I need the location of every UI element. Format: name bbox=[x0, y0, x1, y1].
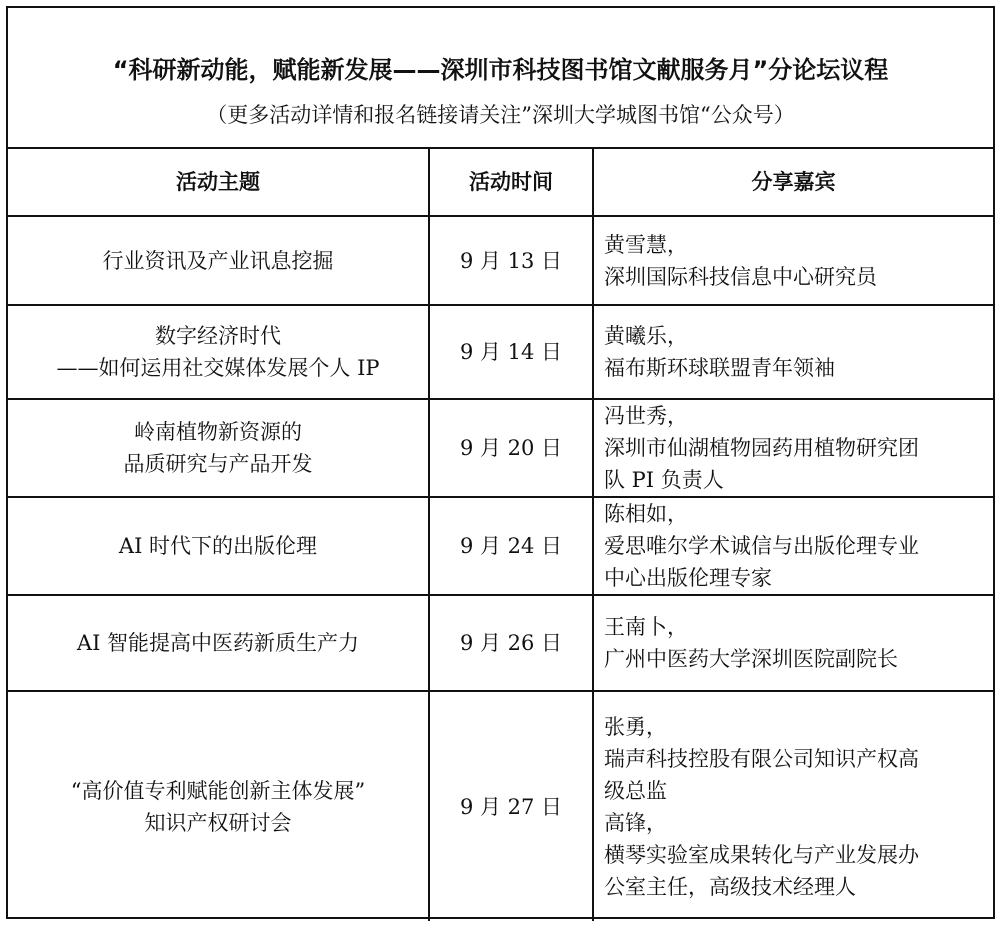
document-title: “科研新动能，赋能新发展——深圳市科技图书馆文献服务月”分论坛议程 bbox=[112, 56, 889, 84]
date-cell: 9 月 20 日 bbox=[429, 399, 593, 497]
document-subtitle: （更多活动详情和报名链接请关注”深圳大学城图书馆“公众号） bbox=[206, 103, 795, 127]
topic-cell-line: 岭南植物新资源的 bbox=[134, 420, 302, 444]
agenda-document bbox=[6, 6, 995, 919]
guest-cell bbox=[593, 305, 993, 399]
table-row bbox=[8, 595, 993, 691]
table-row bbox=[8, 216, 993, 305]
topic-cell bbox=[8, 497, 429, 595]
guest-cell-line: 张勇， bbox=[604, 714, 667, 739]
guest-cell-line: 中心出版伦理专家 bbox=[604, 566, 772, 590]
guest-cell-line: 王南卜， bbox=[604, 615, 688, 639]
guest-cell-line: 福布斯环球联盟青年领袖 bbox=[604, 356, 835, 380]
guest-cell-line: 陈相如， bbox=[604, 502, 688, 526]
guest-cell-line: 爱思唯尔学术诚信与出版伦理专业 bbox=[604, 534, 919, 558]
column-header-guest: 分享嘉宾 bbox=[593, 149, 993, 216]
guest-cell bbox=[593, 216, 993, 305]
document-header bbox=[8, 8, 993, 149]
table-row bbox=[8, 305, 993, 399]
topic-cell-line: 知识产权研讨会 bbox=[144, 810, 292, 835]
guest-cell-line: 横琴实验室成果转化与产业发展办 bbox=[604, 842, 919, 867]
guest-cell bbox=[593, 595, 993, 691]
guest-cell-line: 广州中医药大学深圳医院副院长 bbox=[604, 647, 898, 671]
guest-cell-line: 高锋， bbox=[604, 810, 667, 835]
column-header-topic: 活动主题 bbox=[8, 149, 429, 216]
topic-cell-line: 行业资讯及产业讯息挖掘 bbox=[102, 248, 334, 273]
guest-cell-line: 瑞声科技控股有限公司知识产权高 bbox=[604, 746, 919, 771]
guest-cell-line: 公室主任，高级技术经理人 bbox=[604, 874, 856, 899]
date-cell: 9 月 27 日 bbox=[429, 691, 593, 921]
guest-cell bbox=[593, 691, 993, 921]
topic-cell-line: ——如何运用社交媒体发展个人 IP bbox=[56, 356, 380, 380]
table-header-row bbox=[8, 149, 993, 216]
agenda-table bbox=[8, 149, 993, 921]
topic-cell bbox=[8, 305, 429, 399]
topic-cell-line: 数字经济时代 bbox=[155, 324, 281, 348]
table-row bbox=[8, 399, 993, 497]
topic-cell bbox=[8, 399, 429, 497]
guest-cell-line: 黄雪慧， bbox=[604, 232, 688, 257]
topic-cell-line: 品质研究与产品开发 bbox=[123, 452, 313, 476]
table-row bbox=[8, 691, 993, 921]
date-cell: 9 月 26 日 bbox=[429, 595, 593, 691]
guest-cell-line: 深圳国际科技信息中心研究员 bbox=[604, 264, 877, 289]
topic-cell bbox=[8, 216, 429, 305]
topic-cell-line: AI 时代下的出版伦理 bbox=[118, 534, 318, 558]
guest-cell-line: 黄曦乐， bbox=[604, 324, 688, 348]
date-cell: 9 月 24 日 bbox=[429, 497, 593, 595]
date-cell: 9 月 14 日 bbox=[429, 305, 593, 399]
topic-cell bbox=[8, 595, 429, 691]
guest-cell-line: 冯世秀， bbox=[604, 404, 688, 428]
topic-cell-line: AI 智能提高中医药新质生产力 bbox=[76, 631, 360, 655]
guest-cell bbox=[593, 497, 993, 595]
guest-cell-line: 队 PI 负责人 bbox=[604, 468, 724, 492]
column-header-time: 活动时间 bbox=[429, 149, 593, 216]
guest-cell-line: 深圳市仙湖植物园药用植物研究团 bbox=[604, 436, 919, 460]
topic-cell bbox=[8, 691, 429, 921]
topic-cell-line: “高价值专利赋能创新主体发展” bbox=[70, 778, 366, 803]
guest-cell bbox=[593, 399, 993, 497]
date-cell: 9 月 13 日 bbox=[429, 216, 593, 305]
table-row bbox=[8, 497, 993, 595]
guest-cell-line: 级总监 bbox=[604, 778, 667, 803]
